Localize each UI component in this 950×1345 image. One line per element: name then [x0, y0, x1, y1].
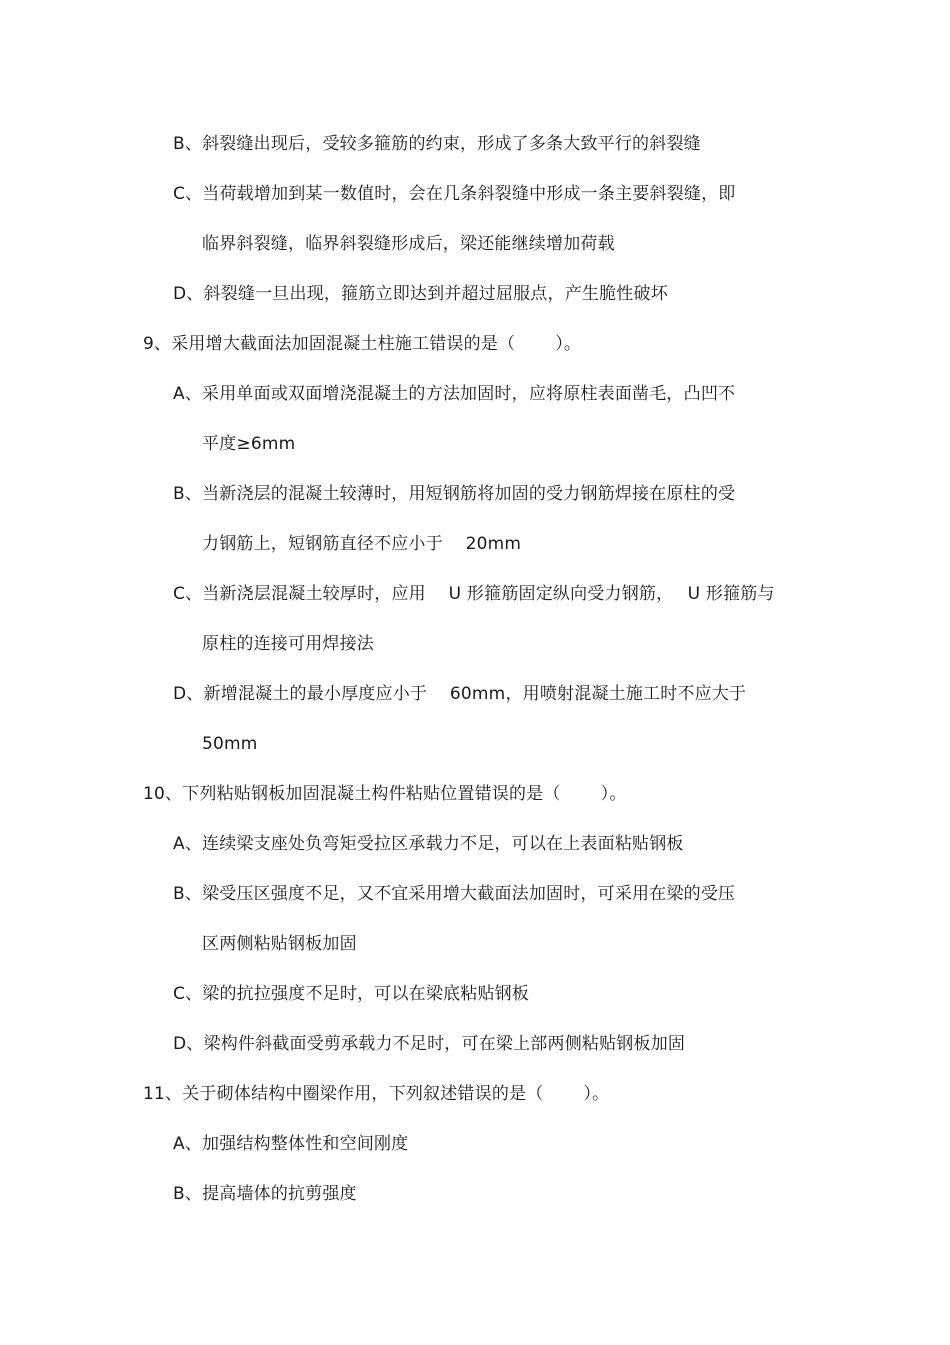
question-9: 9、采用增大截面法加固混凝土柱施工错误的是（ ）。	[143, 334, 582, 354]
option-8b: B、斜裂缝出现后，受较多箍筋的约束，形成了多条大致平行的斜裂缝	[173, 134, 701, 154]
option-9b-continuation: 力钢筋上，短钢筋直径不应小于 20mm	[202, 534, 522, 554]
option-10b-continuation: 区两侧粘贴钢板加固	[202, 934, 357, 954]
question-10: 10、下列粘贴钢板加固混凝土构件粘贴位置错误的是（ ）。	[143, 784, 627, 804]
option-9c-continuation: 原柱的连接可用焊接法	[202, 634, 374, 654]
option-8d: D、斜裂缝一旦出现，箍筋立即达到并超过屈服点，产生脆性破坏	[173, 284, 668, 304]
option-11b: B、提高墙体的抗剪强度	[173, 1184, 357, 1204]
option-9d-continuation: 50mm	[202, 734, 258, 754]
option-11a: A、加强结构整体性和空间刚度	[173, 1134, 409, 1154]
option-9d: D、新增混凝土的最小厚度应小于 60mm，用喷射混凝土施工时不应大于	[173, 684, 747, 704]
option-10c: C、梁的抗拉强度不足时，可以在梁底粘贴钢板	[173, 984, 530, 1004]
option-9b: B、当新浇层的混凝土较薄时，用短钢筋将加固的受力钢筋焊接在原柱的受	[173, 484, 736, 504]
option-9a-continuation: 平度≥6mm	[202, 434, 296, 454]
option-10a: A、连续梁支座处负弯矩受拉区承载力不足，可以在上表面粘贴钢板	[173, 834, 684, 854]
option-8c-continuation: 临界斜裂缝，临界斜裂缝形成后，梁还能继续增加荷载	[202, 234, 615, 254]
option-9a: A、采用单面或双面增浇混凝土的方法加固时，应将原柱表面凿毛，凸凹不	[173, 384, 736, 404]
option-8c: C、当荷载增加到某一数值时，会在几条斜裂缝中形成一条主要斜裂缝，即	[173, 184, 736, 204]
question-11: 11、关于砌体结构中圈梁作用，下列叙述错误的是（ ）。	[143, 1084, 610, 1104]
option-10d: D、梁构件斜截面受剪承载力不足时，可在梁上部两侧粘贴钢板加固	[173, 1034, 686, 1054]
option-9c: C、当新浇层混凝土较厚时，应用 U 形箍筋固定纵向受力钢筋， U 形箍筋与	[173, 584, 775, 604]
option-10b: B、梁受压区强度不足，又不宜采用增大截面法加固时，可采用在梁的受压	[173, 884, 736, 904]
